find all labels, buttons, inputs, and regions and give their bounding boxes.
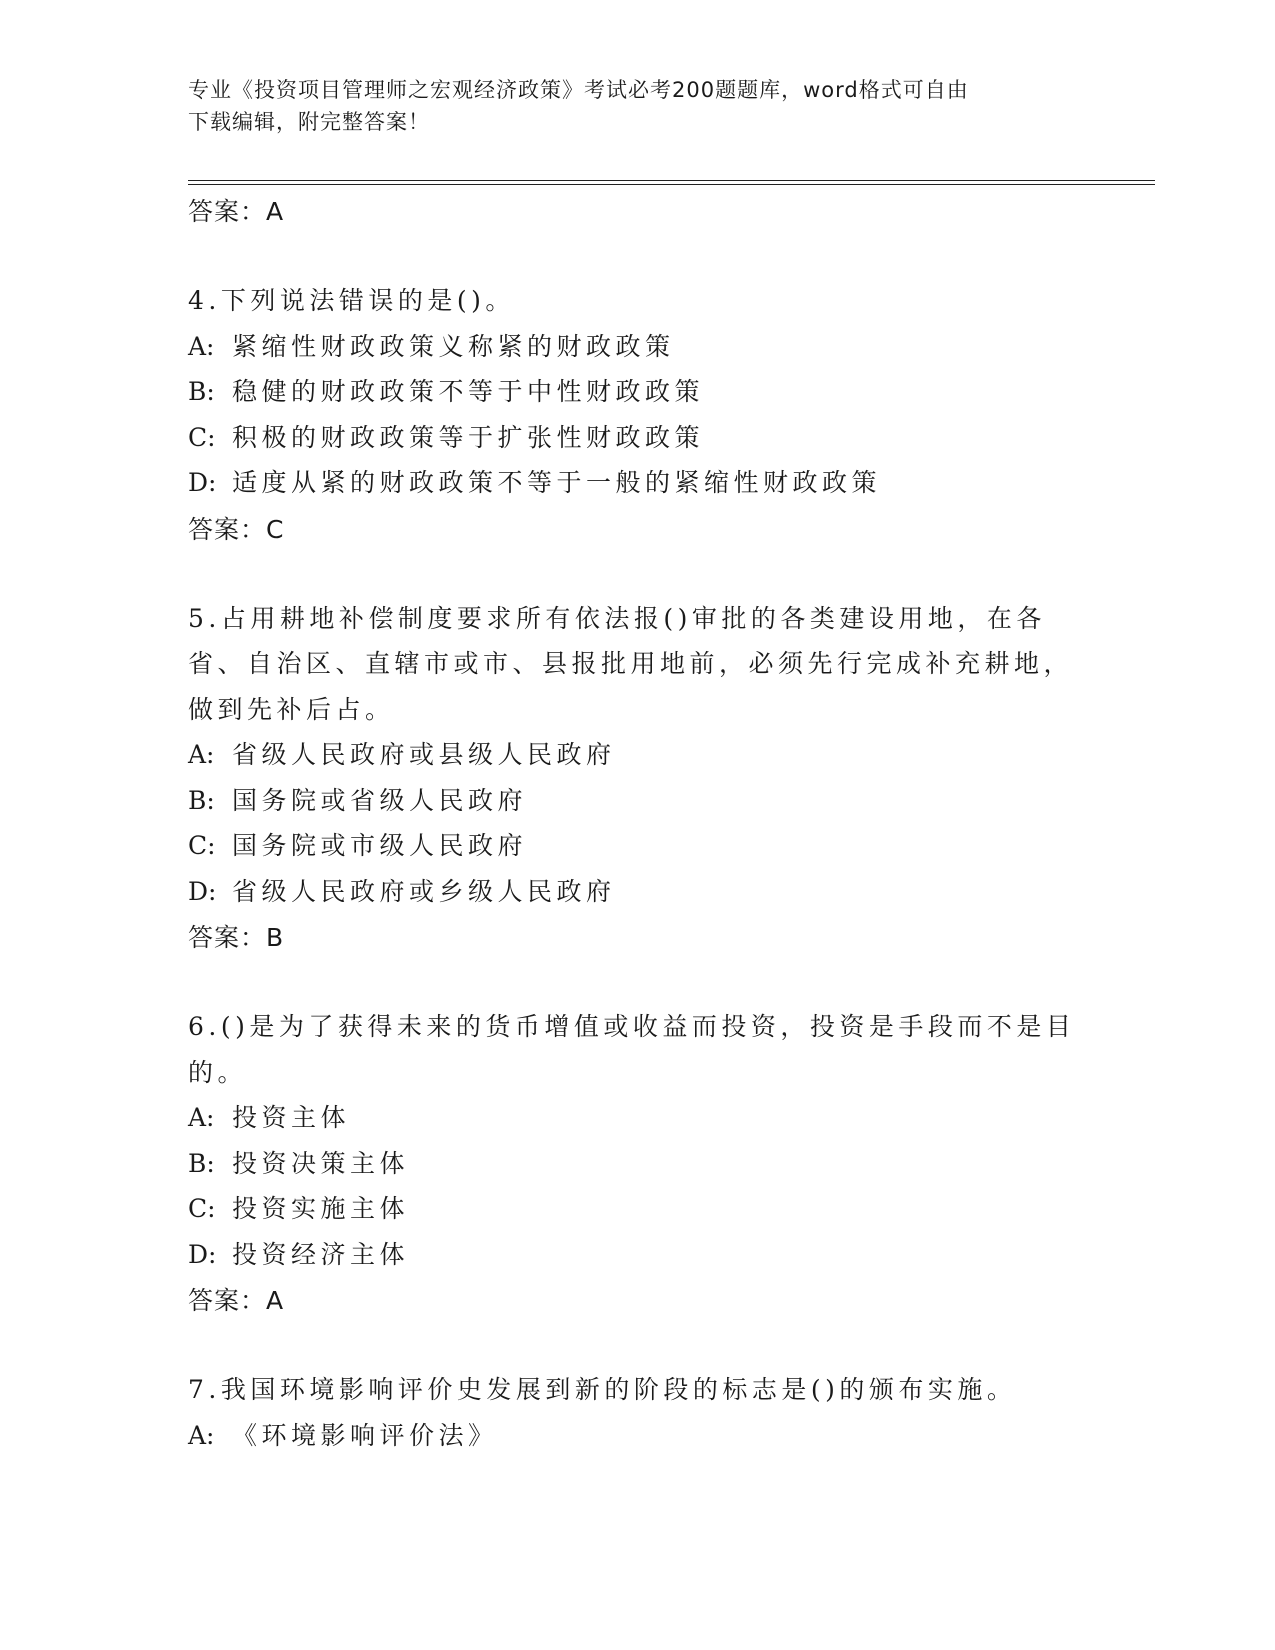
option-d xyxy=(188,1232,1088,1278)
option-text: 《环境影响评价法》 xyxy=(232,1420,498,1450)
option-letter: A: xyxy=(188,331,215,361)
option-text: 投资经济主体 xyxy=(232,1239,410,1269)
option-text: 国务院或市级人民政府 xyxy=(232,831,528,860)
option-c xyxy=(188,823,1088,869)
option-letter: A: xyxy=(188,740,215,769)
question-text: 4.下列说法错误的是()。 xyxy=(188,286,515,315)
question-block xyxy=(188,1367,1088,1458)
option-text: 稳健的财政政策不等于中性财政政策 xyxy=(232,377,705,406)
header-line-1: 专业《投资项目管理师之宏观经济政策》考试必考200题题库，word格式可自由 xyxy=(188,78,969,102)
document-header xyxy=(188,74,1088,138)
option-letter: A: xyxy=(188,1103,215,1132)
question-block xyxy=(188,1004,1088,1325)
option-letter: B: xyxy=(188,1148,215,1178)
question-block xyxy=(188,596,1088,963)
option-a xyxy=(188,1095,1088,1141)
option-letter: D: xyxy=(188,876,217,906)
option-text: 紧缩性财政政策义称紧的财政政策 xyxy=(232,331,675,361)
option-letter: C: xyxy=(188,831,216,860)
question-text: 5.占用耕地补偿制度要求所有依法报()审批的各类建设用地，在各省、自治区、直辖市或市、县报批用地前，必须先行完成补充耕地，做到先补后占。 xyxy=(188,603,1074,724)
option-c xyxy=(188,1186,1088,1232)
header-line-2: 下载编辑，附完整答案！ xyxy=(188,110,430,134)
option-b xyxy=(188,369,1088,415)
question-block xyxy=(188,278,1088,554)
spacer xyxy=(188,554,1088,596)
option-letter: D: xyxy=(188,1239,217,1269)
spacer xyxy=(188,236,1088,278)
question-text: 6.()是为了获得未来的货币增值或收益而投资，投资是手段而不是目的。 xyxy=(188,1012,1076,1087)
spacer xyxy=(188,1325,1088,1367)
option-d xyxy=(188,460,1088,506)
option-letter: C: xyxy=(188,422,216,452)
option-text: 积极的财政政策等于扩张性财政政策 xyxy=(232,422,705,452)
option-d xyxy=(188,869,1088,915)
option-b xyxy=(188,778,1088,824)
option-text: 投资实施主体 xyxy=(232,1194,410,1223)
option-a xyxy=(188,1413,1088,1459)
answer-line: 答案：B xyxy=(188,923,285,952)
option-letter: B: xyxy=(188,785,215,815)
header-rule-bottom xyxy=(188,184,1155,185)
option-letter: C: xyxy=(188,1194,216,1223)
option-c xyxy=(188,415,1088,461)
option-a xyxy=(188,732,1088,778)
question-text: 7.我国环境影响评价史发展到新的阶段的标志是()的颁布实施。 xyxy=(188,1375,1017,1404)
option-letter: D: xyxy=(188,468,217,497)
option-a xyxy=(188,324,1088,370)
option-text: 省级人民政府或县级人民政府 xyxy=(232,740,616,769)
option-text: 省级人民政府或乡级人民政府 xyxy=(232,876,616,906)
document-body xyxy=(188,188,1088,1458)
option-b xyxy=(188,1141,1088,1187)
answer-line: 答案：A xyxy=(188,1286,285,1315)
option-letter: A: xyxy=(188,1420,215,1450)
header-rule-top xyxy=(188,180,1155,181)
answer-line: 答案：A xyxy=(188,197,285,226)
option-text: 国务院或省级人民政府 xyxy=(232,785,528,815)
answer-line: 答案：C xyxy=(188,514,285,544)
option-text: 投资决策主体 xyxy=(232,1148,410,1178)
spacer xyxy=(188,962,1088,1004)
option-text: 适度从紧的财政政策不等于一般的紧缩性财政政策 xyxy=(232,468,882,497)
option-text: 投资主体 xyxy=(232,1103,351,1132)
option-letter: B: xyxy=(188,377,215,406)
